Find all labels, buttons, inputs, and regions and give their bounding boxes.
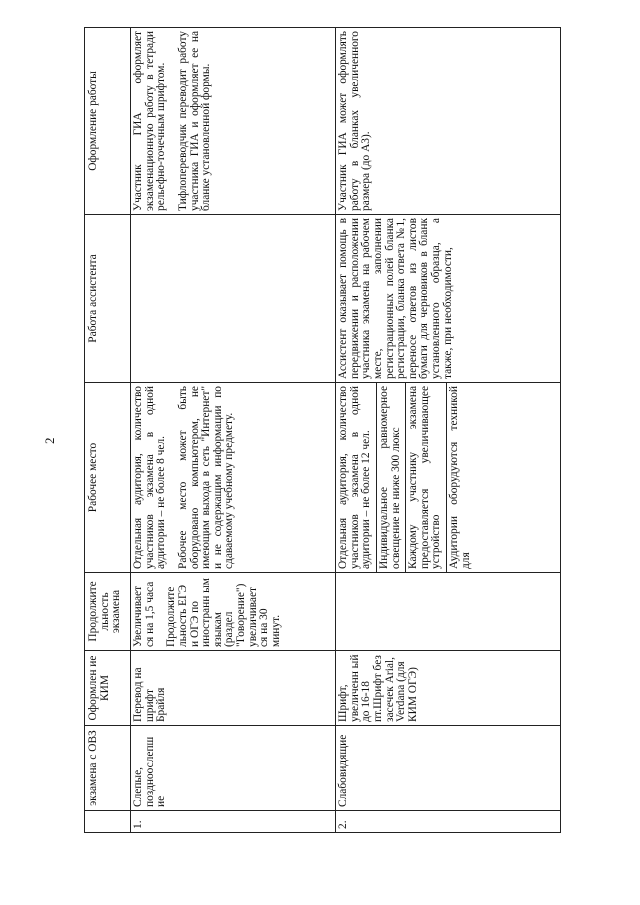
table-header-row bbox=[85, 28, 131, 833]
table-row bbox=[131, 28, 336, 833]
header-category: экзамена с ОВЗ bbox=[85, 726, 131, 811]
header-duration: Продолжите льность экзамена bbox=[85, 573, 131, 651]
row1-duration-foreign: Продолжите льность ЕГЭ и ОГЭ по иностранн ым языкам (раздел "Говорение") увеличивает ся на 30 минут. bbox=[165, 578, 282, 647]
row2-workplace-lighting: Индивидуальное равномерное освещение не ниже 300 люкс bbox=[376, 383, 402, 572]
row2-kim-format: Шрифт, увеличенн ый до 16-18 пт.Шрифт без засечек Arial, Verdana (для КИМ ОГЭ) bbox=[336, 651, 561, 726]
table-row bbox=[336, 28, 561, 833]
row1-design-cell bbox=[131, 28, 336, 215]
header-assistant: Работа ассистента bbox=[85, 215, 131, 383]
header-kim-format: Оформлен ие КИМ bbox=[85, 651, 131, 726]
row2-assistant: Ассистент оказывает помощь в передвижении и расположении участника экзамена на рабочем месте, заполнении регистрационных полей бланка регистрации, бланка ответа №1, переносе ответов из листов бумаги для черновиков в бланк установленного образца, а также, при необходимости, bbox=[336, 215, 561, 383]
row2-number: 2. bbox=[336, 811, 561, 833]
row1-workplace-computer: Рабочее место может быть оборудовано компьютером, не имеющим выхода в сеть "Интернет" и не содержащим информации по сдаваемому учебному предмету. bbox=[176, 386, 236, 569]
row2-design: Участник ГИА может оформлять работу в бланках увеличенного размера (до А3). bbox=[336, 28, 561, 215]
rotated-table-container bbox=[84, 28, 560, 833]
row2-workplace-magnifier: Каждому участнику экзамена предоставляется увеличивающее устройство bbox=[405, 383, 443, 572]
row1-workplace-room: Отдельная аудитория, количество участников экзамена в одной аудитории – не более 8 чел. bbox=[132, 386, 168, 569]
row2-workplace-room: Отдельная аудитория, количество участников экзамена в одной аудитории – не более 12 чел. bbox=[337, 386, 373, 569]
row1-kim-format: Перевод на шрифт Брайля bbox=[131, 651, 336, 726]
row2-workplace-cell bbox=[336, 383, 561, 573]
row1-duration-main: Увеличивает ся на 1,5 часа bbox=[132, 581, 156, 647]
row1-category: Слепые, поздноослепш ие bbox=[131, 726, 336, 811]
row1-number: 1. bbox=[131, 811, 336, 833]
header-design: Оформление работы bbox=[85, 28, 131, 215]
row2-workplace-equipment: Аудитории оборудуются техникой для bbox=[446, 383, 472, 572]
header-workplace: Рабочее место bbox=[85, 383, 131, 573]
header-number bbox=[85, 811, 131, 833]
row1-assistant bbox=[131, 215, 336, 383]
row1-workplace-cell bbox=[131, 383, 336, 573]
page-number: 2 bbox=[42, 437, 57, 444]
row1-design-typhlo: Тифлопереводчик переводит работу участника ГИА и оформляет ее на бланке установленной формы. bbox=[176, 31, 213, 211]
row2-category: Слабовидящие bbox=[336, 726, 561, 811]
ovz-exam-conditions-table bbox=[84, 27, 561, 833]
row1-design-participant: Участник ГИА оформляет экзаменационную работу в тетради рельефно-точечным шрифтом. bbox=[132, 31, 168, 211]
row2-duration bbox=[336, 573, 561, 651]
row1-duration-cell bbox=[131, 573, 336, 651]
